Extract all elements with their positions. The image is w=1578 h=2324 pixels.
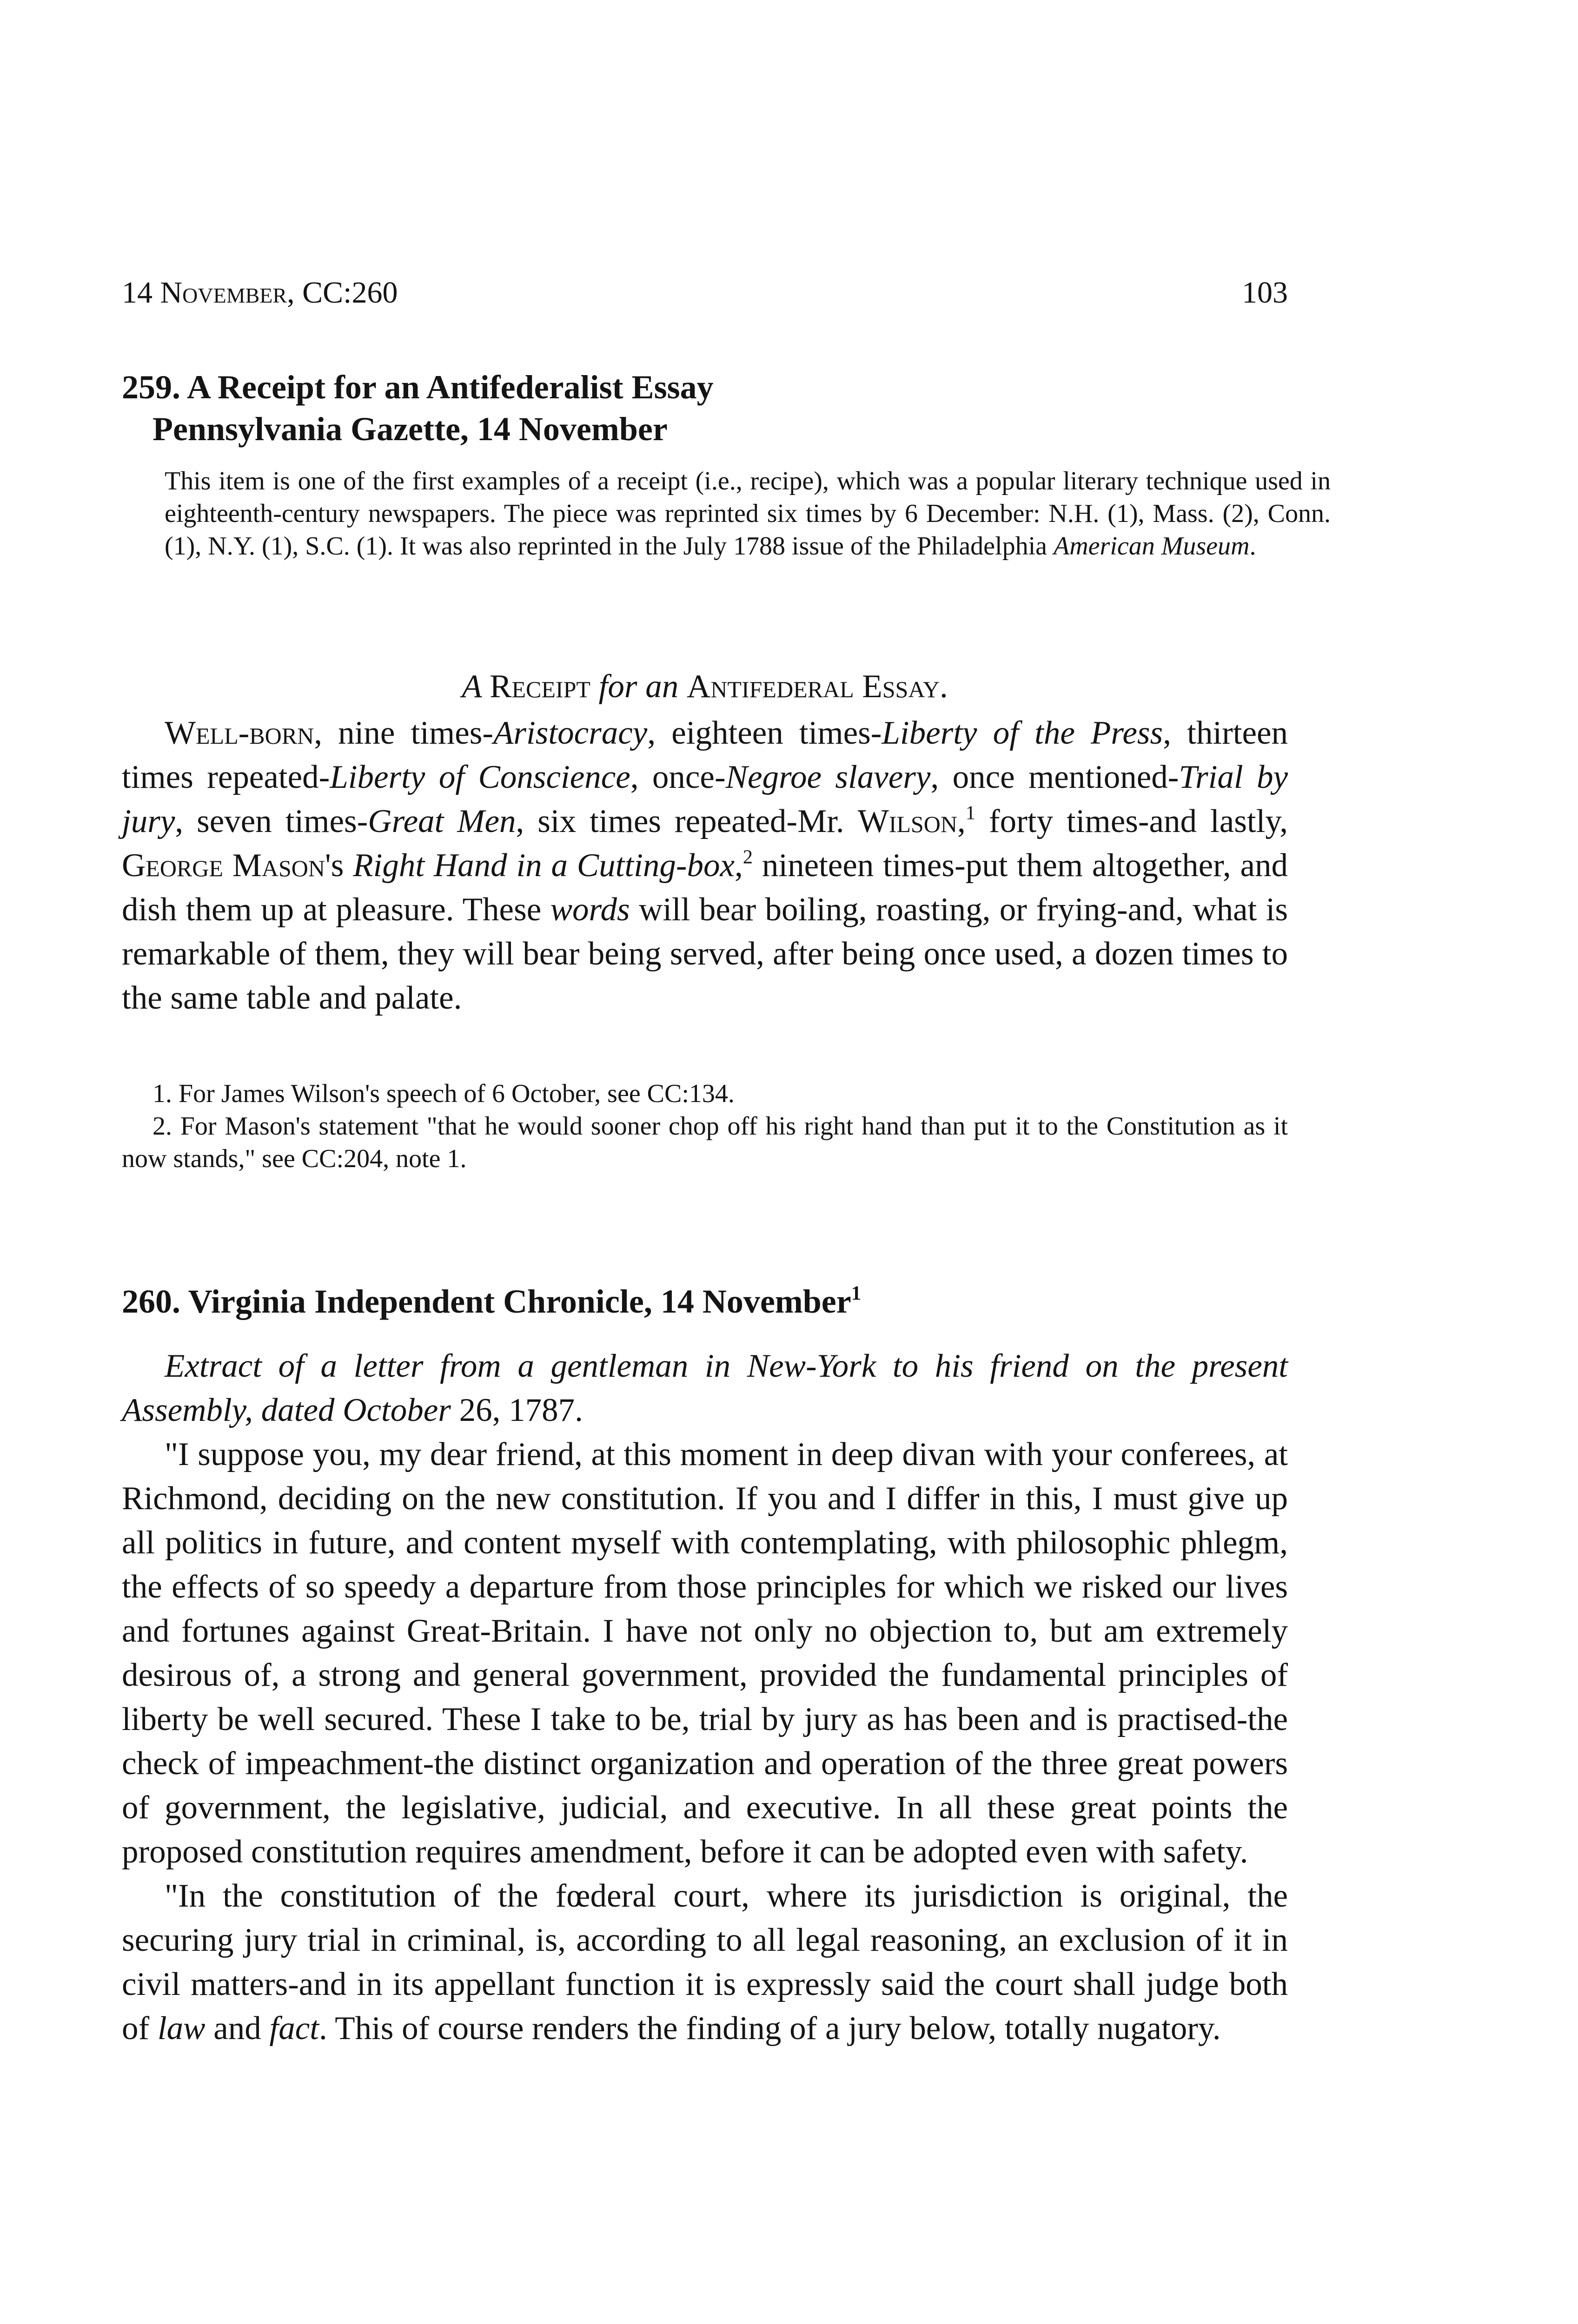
para2-and: and <box>205 2010 270 2047</box>
para2-tail: . This of course renders the finding of a jury below, totally nugatory. <box>318 2010 1221 2047</box>
headnote-period: . <box>1249 532 1256 561</box>
body-run: will bear boiling, roasting, or frying-and, what is remarkable of them, they will bear being served, after being once used, a dozen times to the same table and palate. <box>122 891 1288 1016</box>
body-run: , seven times- <box>175 803 368 839</box>
doc-259-body: Well-born, nine times-Aristocracy, eighteen times-Liberty of the Press, thirteen times repeated-Liberty of Conscience, once-Negroe slavery, once mentioned-Trial by jury, seven times-Great Men, six times repeated-Mr. Wilson,$^1$ forty times-and lastly, George Mason's Right Hand in a Cutting-box,$^2$ nineteen times-put them altogether, and dish them up at pleasure. These words will bear boiling, roasting, or frying-and, what is remarkable of them, they will bear being served, after being once used, a dozen times to the same table and palate. <box>122 715 1288 1016</box>
footnote-ref-1: 1 <box>965 802 975 824</box>
headnote-text: This item is one of the first examples of a receipt (i.e., recipe), which was a popular literary technique used in eighteenth-century newspapers. The piece was reprinted six times by 6 December: N.H. (1), Mass. (2), Conn. (1), N.Y. (1), S.C. (1). It was also reprinted in the July 1788 issue of the Philadelphia <box>165 467 1331 561</box>
dateline-italic: Extract of a letter from a gentleman in New-York to his friend on the present Assembly, dated October <box>122 1348 1288 1428</box>
footnote-ref-2: 2 <box>743 846 753 868</box>
doc-259-headnote <box>122 465 1331 562</box>
body-run: forty times-and lastly, <box>975 803 1288 839</box>
running-head-left <box>122 274 398 311</box>
body-run: , nine times- <box>314 715 494 751</box>
para2-law: law <box>157 2010 206 2047</box>
body-run: words <box>550 891 630 928</box>
doc-260-note-ref: 1 <box>851 1282 862 1304</box>
body-run: Liberty of Conscience <box>330 759 630 795</box>
receipt-title-period: . <box>939 668 948 705</box>
body-run: Right Hand in a Cutting-box <box>353 847 735 884</box>
doc-260-heading <box>122 1281 1288 1322</box>
body-run: Well-born <box>165 715 314 751</box>
footnote-1: 1. For James Wilson's speech of 6 October, see CC:134. <box>152 1079 735 1108</box>
body-run: Liberty of the Press <box>882 715 1163 751</box>
body-run: , once- <box>630 759 726 795</box>
body-run: George Mason <box>122 847 325 884</box>
body-run: Negroe slavery <box>725 759 931 795</box>
dateline-date: 26, 1787. <box>451 1392 583 1428</box>
doc-259-heading <box>122 366 1288 450</box>
receipt-title-essay: Antifederal Essay <box>687 668 940 705</box>
body-run: , eighteen times- <box>647 715 882 751</box>
body-run: , <box>734 847 743 884</box>
receipt-title-a: A <box>462 668 490 705</box>
doc-260-dateline <box>122 1344 1288 1433</box>
body-run: Wilson <box>857 803 957 839</box>
body-run: , once mentioned- <box>930 759 1179 795</box>
para2-text: "In the constitution of the fœderal court, where its jurisdiction is original, the securing jury trial in criminal, is, according to all legal reasoning, an exclusion of it in civil matters-and in its appellant function it is expressly said the court shall judge both of <box>122 1878 1288 2047</box>
body-run: Aristocracy <box>493 715 648 751</box>
receipt-title <box>122 666 1288 707</box>
doc-260-body <box>122 1433 1288 2051</box>
running-head-doc-number: , CC:260 <box>287 276 398 310</box>
footnote-2: 2. For Mason's statement "that he would sooner chop off his right hand than put it to the Constitution as it now stands," see CC:204, note 1. <box>122 1112 1288 1173</box>
headnote-publication: American Museum <box>1054 532 1250 561</box>
body-run: , six times repeated-Mr. <box>516 803 858 839</box>
body-run: Trial by jury <box>122 759 1288 839</box>
body-run: Great Men <box>368 803 516 839</box>
running-head-day: 14 <box>122 276 160 310</box>
doc-260-paragraph-1: "I suppose you, my dear friend, at this moment in deep divan with your conferees, at Richmond, deciding on the new constitution. If you and I differ in this, I must give up all politics in future, and content myself with contemplating, with philosophic phlegm, the effects of so speedy a departure from those principles for which we risked our lives and fortunes against Great-Britain. I have not only no objection to, but am extremely desirous of, a strong and general government, provided the fundamental principles of liberty be well secured. These I take to be, trial by jury as has been and is practised-the check of impeachment-the distinct organization and operation of the three great powers of government, the legislative, judicial, and executive. In all these great points the proposed constitution requires amendment, before it can be adopted even with safety. <box>122 1436 1288 1870</box>
doc-259-title: 259. A Receipt for an Antifederalist Essay <box>122 369 714 406</box>
doc-259-source: Pennsylvania Gazette, 14 November <box>152 410 668 448</box>
page-number: 103 <box>1242 276 1288 310</box>
body-run: , thirteen times repeated- <box>122 715 1288 795</box>
body-run: 's <box>325 847 353 884</box>
para2-fact: fact <box>269 2010 319 2047</box>
body-run: nineteen times-put them altogether, and dish them up at pleasure. These <box>122 847 1288 928</box>
doc-259-notes <box>122 1077 1288 1175</box>
receipt-title-for-an: for an <box>590 668 687 705</box>
running-head-month: November <box>160 276 287 310</box>
doc-260-paragraph-2 <box>122 1874 1288 2051</box>
doc-260-title: 260. Virginia Independent Chronicle, 14 November <box>122 1283 851 1320</box>
receipt-title-receipt: Receipt <box>490 668 590 705</box>
